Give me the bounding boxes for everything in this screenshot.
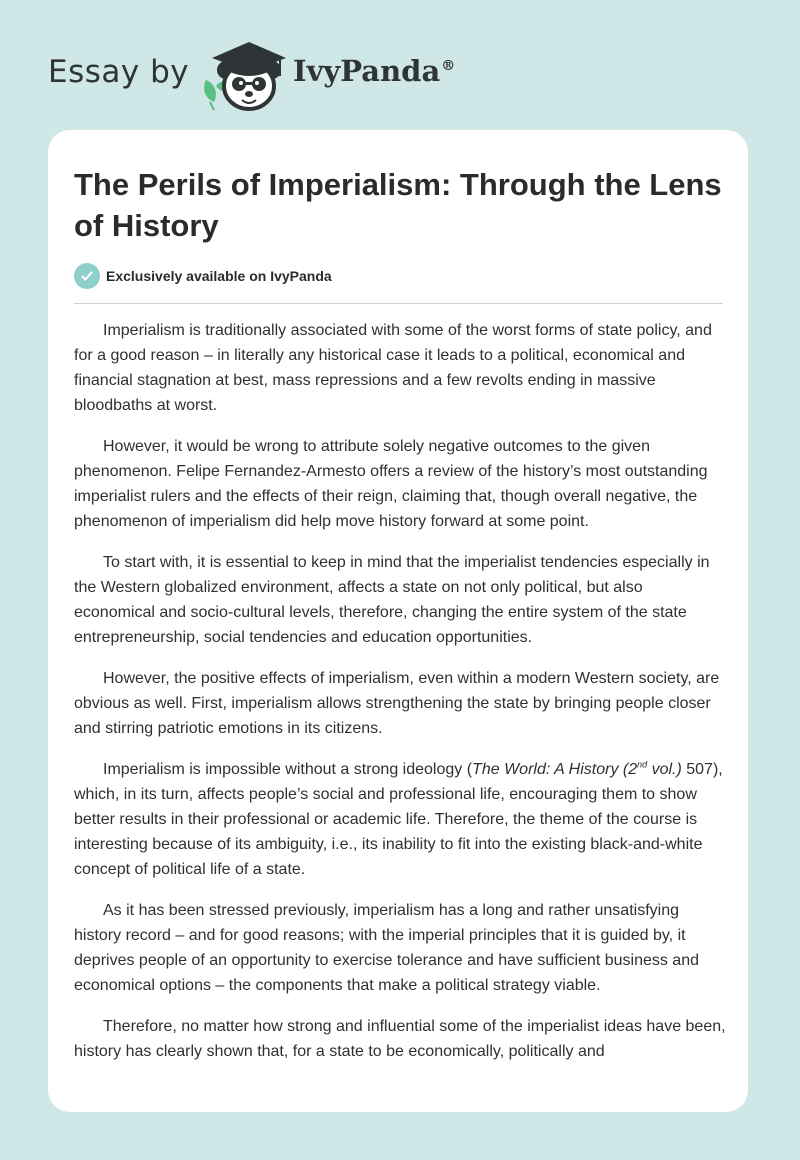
check-icon: [74, 263, 100, 289]
paragraph: As it has been stressed previously, imperialism has a long and rather unsatisfying history record – and for good reasons; with the imperial principles that it is guided by, it deprives people of an opportunity to exercise tolerance and have sufficient business and economical options – the components that make a political strategy viable.: [74, 902, 699, 994]
brand-name-text: IvyPanda: [293, 54, 441, 88]
citation-rest: 507), which, in its turn, affects people’s social and professional life, encouraging them to show better results in their professional or academic life. Therefore, the theme of the course is interesting because of its ambiguity, i.e., its inability to fit into the existing black-and-white concept of political life of a state.: [74, 761, 723, 878]
paragraph: However, the positive effects of imperialism, even within a modern Western society, are obvious as well. First, imperialism allows strengthening the state by bringing people closer and stirring patriotic emotions in its citizens.: [74, 670, 720, 737]
brand-header: [48, 34, 508, 114]
exclusive-badge: [74, 263, 332, 289]
registered-mark: ®: [441, 58, 456, 75]
paragraph: Therefore, no matter how strong and influential some of the imperialist ideas have been, history has clearly shown that, for a state to be economically, politically and: [74, 1018, 726, 1060]
exclusive-label: Exclusively available on IvyPanda: [106, 268, 332, 284]
citation-lead: Imperialism is impossible without a strong ideology (: [103, 761, 473, 778]
essay-body: [74, 318, 726, 1080]
essay-title: The Perils of Imperialism: Through the Lens of History: [74, 167, 722, 243]
essay-by-label: Essay by: [48, 54, 190, 90]
essay-card: [48, 130, 748, 1112]
paragraph: Imperialism is traditionally associated with some of the worst forms of state policy, and for a good reason – in literally any historical case it leads to a political, economical and financial stagnation at best, mass repressions and a few revolts ending in massive bloodbaths at worst.: [74, 322, 712, 414]
paragraph-citation: [74, 757, 726, 882]
citation-title-text: The World: A History (2: [472, 761, 638, 778]
panda-logo-icon[interactable]: [200, 36, 294, 114]
brand-name: [293, 54, 455, 88]
paragraph: However, it would be wrong to attribute solely negative outcomes to the given phenomenon. Felipe Fernandez-Armesto offers a review of the history’s most outstanding imperialist rulers and the effects of their reign, claiming that, though overall negative, the phenomenon of imperialism did help move history forward at some point.: [74, 438, 708, 530]
citation-volume: vol.): [647, 761, 682, 778]
divider: [74, 303, 723, 304]
citation-ordinal: nd: [637, 759, 648, 770]
paragraph: To start with, it is essential to keep in mind that the imperialist tendencies especially in the Western globalized environment, affects a state on not only political, but also economical and socio-cultural levels, therefore, changing the entire system of the state entrepreneurship, social tendencies and education opportunities.: [74, 554, 710, 646]
citation-title: [472, 761, 682, 778]
